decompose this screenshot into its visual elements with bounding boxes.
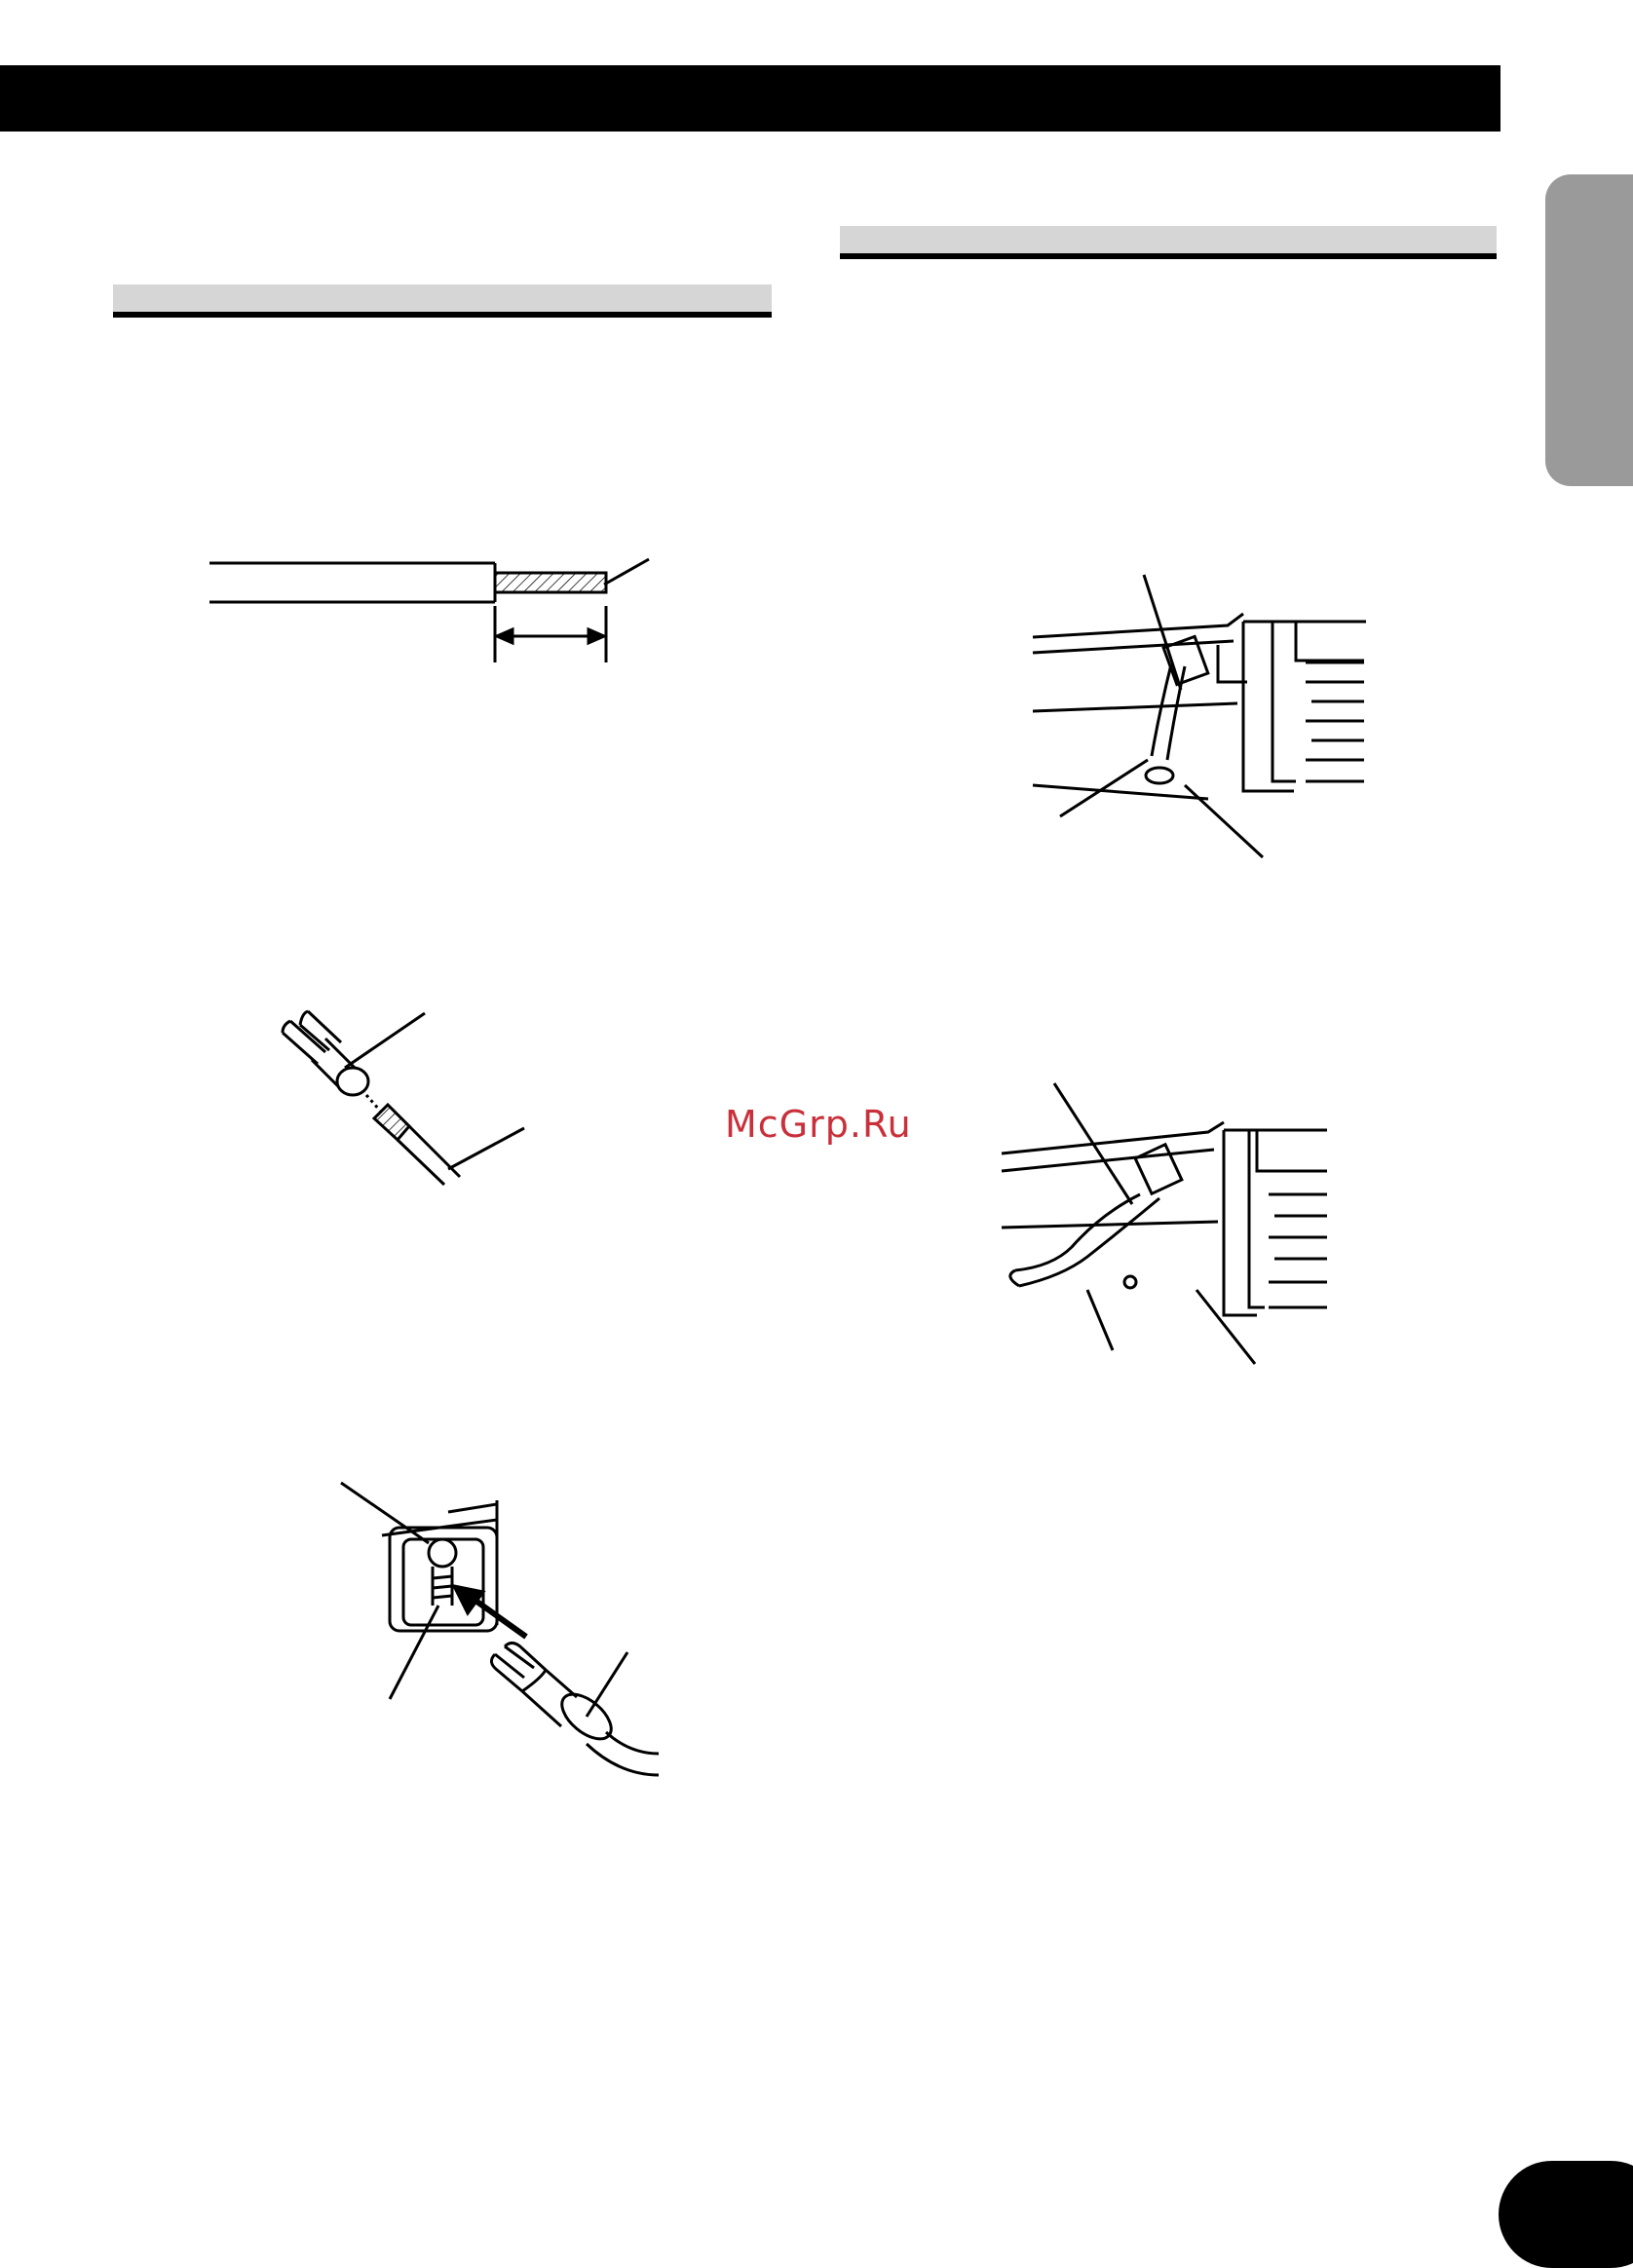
section-heading-bar-left [113,284,772,318]
stripped-wire-figure [195,546,663,672]
header-band [0,65,1500,132]
fork-terminal-crimp-figure [273,1003,536,1179]
terminal-block-icon [341,1483,659,1775]
terminal-screw-connection-figure [331,1461,663,1783]
amplifier-chassis-icon [1002,1083,1327,1364]
page-number-badge [1499,2161,1633,2268]
watermark-text: McGrp.Ru [725,1103,912,1146]
section-heading-bar-right [840,226,1497,259]
stripped-wire-icon [209,559,649,662]
amplifier-cable-clamp-figure-1 [1013,565,1364,857]
amplifier-cable-clamp-figure-2 [994,1081,1345,1374]
amplifier-chassis-icon [1033,575,1366,857]
language-side-tab [1545,174,1633,486]
fork-terminal-icon [283,1011,524,1185]
